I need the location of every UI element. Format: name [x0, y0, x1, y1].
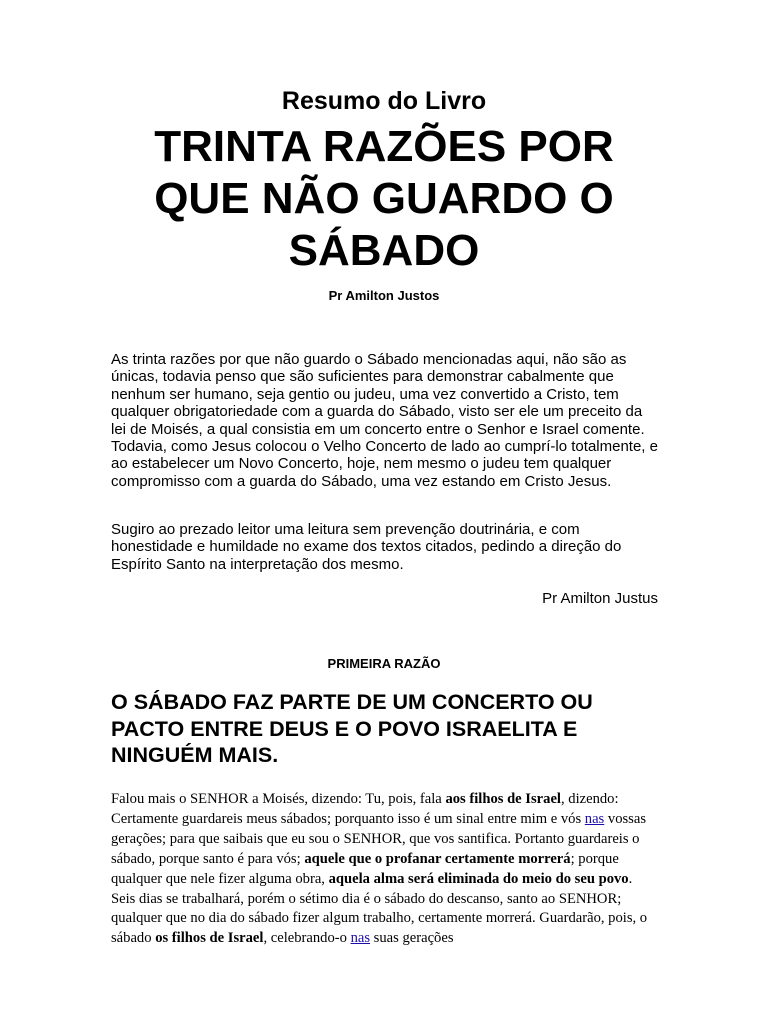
- intro-paragraph: As trinta razões por que não guardo o Sábado mencionadas aqui, não são as únicas, todavia penso que são suficientes para demonstrar cabalmente que nenhum ser humano, seja gentio ou judeu, uma vez convertido a Cristo, tem qualquer obrigatoriedade com a guarda do Sábado, visto ser ele um preceito da lei de Moisés, a qual consistia em um concerto entre o Senhor e Israel comente. Todavia, como Jesus colocou o Velho Concerto de lado ao cumprí-lo totalmente, e ao estabelecer um Novo Concerto, hoje, nem mesmo o judeu tem qualquer compromisso com a guarda do Sábado, uma vez estando em Cristo Jesus.: [111, 351, 658, 490]
- author-name: Pr Amilton Justos: [328, 288, 440, 303]
- scripture-text: , celebrando-o: [263, 930, 351, 947]
- scripture-text: Falou mais o SENHOR a Moisés, dizendo: Tu, pois, fala: [111, 791, 446, 807]
- section-label: PRIMEIRA RAZÃO: [327, 656, 441, 671]
- book-subtitle: Resumo do Livro: [281, 87, 487, 115]
- scripture-text: suas gerações: [370, 930, 454, 947]
- scripture-text: . Seis dias se trabalhará, porém o sétimo dia é o sábado do descanso, santo ao SENHOR; qualquer que no dia do sábado fizer algum trabalho, certamente morrerá. Guardarão, pois, o sábado: [111, 870, 648, 947]
- scripture-text: , dizendo: Certamente guardareis meus sábados; porquanto isso é um sinal entre mim e vós: [111, 791, 619, 827]
- scripture-quote: [111, 790, 659, 949]
- book-title: TRINTA RAZÕES POR QUE NÃO GUARDO O SÁBADO: [154, 122, 614, 275]
- scripture-emphasis: aquela alma será eliminada do meio do seu povo: [328, 870, 629, 887]
- section-heading: O SÁBADO FAZ PARTE DE UM CONCERTO OU PACTO ENTRE DEUS E O POVO ISRAELITA E NINGUÉM MAIS.: [111, 690, 593, 767]
- scripture-link[interactable]: nas: [584, 810, 605, 827]
- scripture-emphasis: aquele que o profanar certamente morrerá: [304, 850, 571, 867]
- scripture-link[interactable]: nas: [350, 930, 371, 947]
- intro-paragraph-2: Sugiro ao prezado leitor uma leitura sem prevenção doutrinária, e com honestidade e humildade no exame dos textos citados, pedindo a direção do Espírito Santo na interpretação dos mesmo.: [111, 521, 622, 573]
- signature: Pr Amilton Justus: [542, 590, 658, 607]
- scripture-emphasis: os filhos de Israel: [155, 930, 264, 947]
- scripture-text: ; porque qualquer que nele fizer alguma obra,: [111, 850, 619, 887]
- scripture-emphasis: aos filhos de Israel: [445, 791, 561, 807]
- scripture-text: vossas gerações; para que saibais que eu sou o SENHOR, que vos santifica. Portanto guardareis o sábado, porque santo é para vós;: [111, 810, 647, 867]
